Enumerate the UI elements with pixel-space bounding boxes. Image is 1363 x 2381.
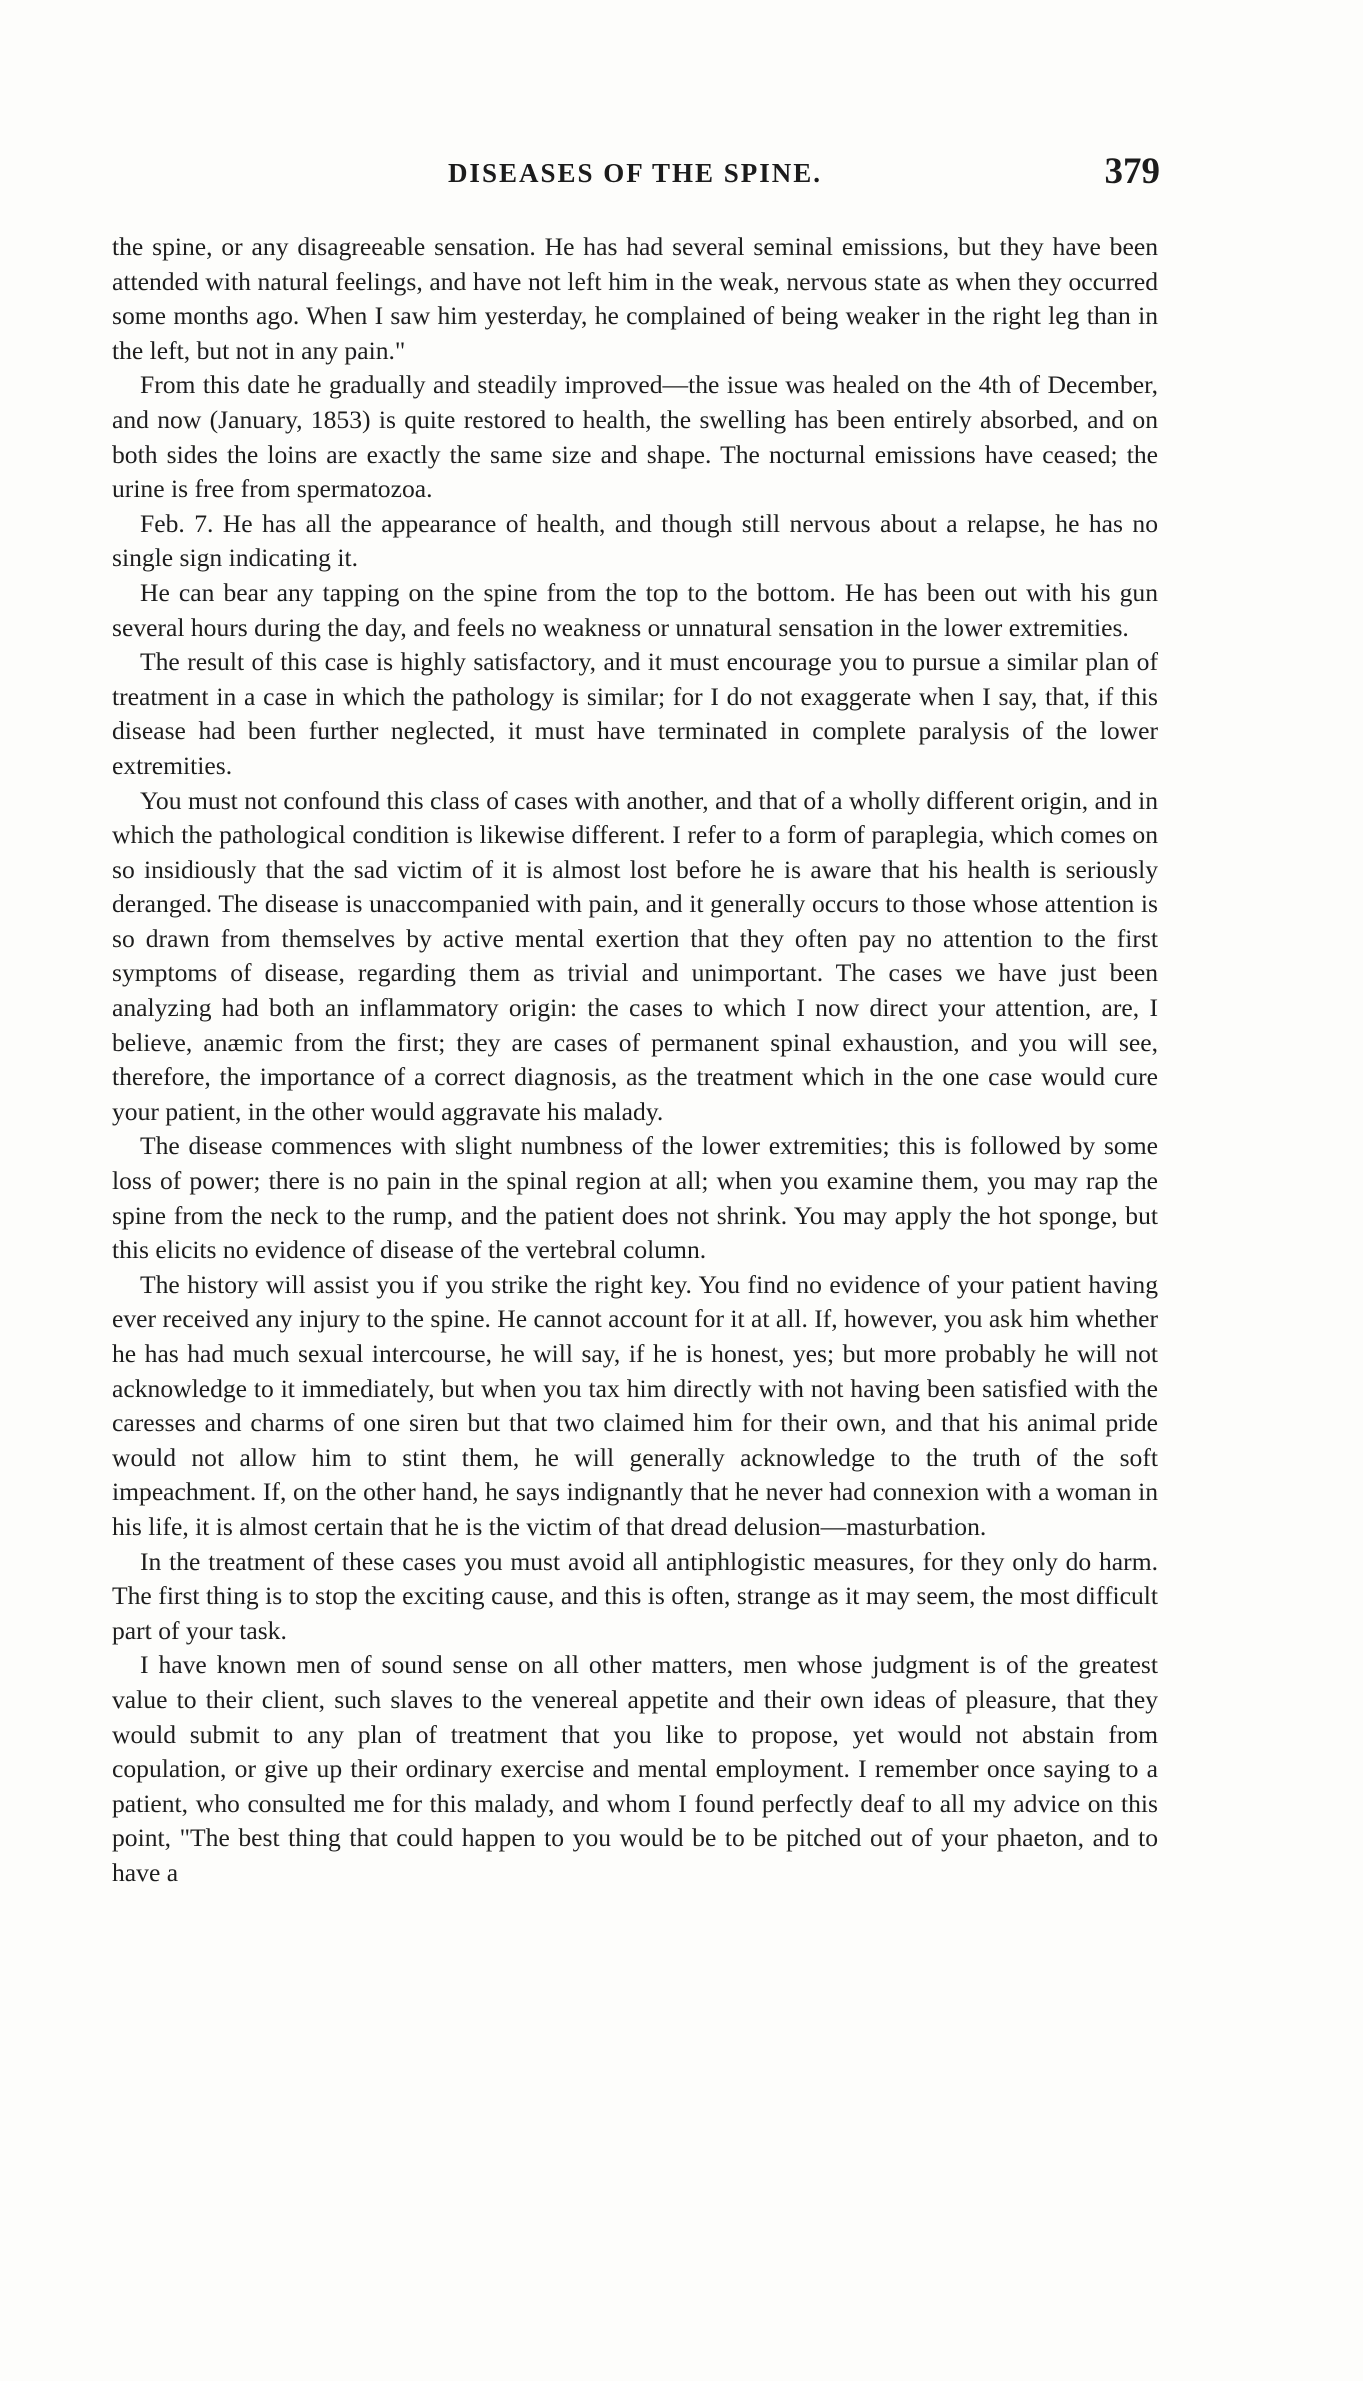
- paragraph: You must not confound this class of cases with another, and that of a wholly different origin, and in which the pathological condition is likewise different. I refer to a form of paraplegia, which comes on so insidiously that the sad victim of it is almost lost before he is aware that his health is seriously deranged. The disease is unaccompanied with pain, and it generally occurs to those whose attention is so drawn from themselves by active mental exertion that they often pay no attention to the first symptoms of disease, regarding them as trivial and unimportant. The cases we have just been analyzing had both an inflammatory origin: the cases to which I now direct your attention, are, I believe, anæmic from the first; they are cases of permanent spinal exhaustion, and you will see, therefore, the importance of a correct diagnosis, as the treatment which in the one case would cure your patient, in the other would aggravate his malady.: [112, 785, 1158, 1126]
- paragraph: The result of this case is highly satisfactory, and it must encourage you to pursue a similar plan of treatment in a case in which the pathology is similar; for I do not exaggerate when I say, that, if this disease had been further neglected, it must have terminated in complete paralysis of the lower extremities.: [112, 647, 1158, 780]
- paragraph: The history will assist you if you strike the right key. You find no evidence of your patient having ever received any injury to the spine. He cannot account for it at all. If, however, you ask him whether he has had much sexual intercourse, he will say, if he is honest, yes; but more probably he will not acknowledge to it immediately, but when you tax him directly with not having been satisfied with the caresses and charms of one siren but that two claimed him for their own, and that his animal pride would not allow him to stint them, he will generally acknowledge to the truth of the soft impeachment. If, on the other hand, he says indignantly that he never had connexion with a woman in his life, it is almost certain that he is the victim of that dread delusion—masturbation.: [112, 1269, 1158, 1541]
- page-number: 379: [1104, 151, 1160, 192]
- paragraph: the spine, or any disagreeable sensation. He has had several seminal emissions, but they have been attended with natural feelings, and have not left him in the weak, nervous state as when they occurred some months ago. When I saw him yesterday, he complained of being weaker in the right leg than in the left, but not in any pain.": [112, 232, 1158, 365]
- paragraph: From this date he gradually and steadily improved—the issue was healed on the 4th of December, and now (January, 1853) is quite restored to health, the swelling has been entirely absorbed, and on both sides the loins are exactly the same size and shape. The nocturnal emissions have ceased; the urine is free from spermatozoa.: [112, 370, 1158, 504]
- page-header: [110, 150, 1160, 200]
- paragraph: In the treatment of these cases you must avoid all antiphlogistic measures, for they only do harm. The first thing is to stop the exciting cause, and this is often, strange as it may seem, the most difficult part of your task.: [112, 1546, 1158, 1645]
- paragraph: He can bear any tapping on the spine from the top to the bottom. He has been out with his gun several hours during the day, and feels no weakness or unnatural sensation in the lower extremities.: [112, 577, 1158, 642]
- running-title: DISEASES OF THE SPINE.: [447, 158, 823, 188]
- body-text: [112, 230, 1158, 1891]
- paragraph: I have known men of sound sense on all other matters, men whose judgment is of the greatest value to their client, such slaves to the venereal appetite and their own ideas of pleasure, that they would submit to any plan of treatment that you like to propose, yet would not abstain from copulation, or give up their ordinary exercise and mental employment. I remember once saying to a patient, who consulted me for this malady, and whom I found perfectly deaf to all my advice on this point, "The best thing that could happen to you would be to be pitched out of your phaeton, and to have a: [112, 1650, 1158, 1887]
- paragraph: The disease commences with slight numbness of the lower extremities; this is followed by some loss of power; there is no pain in the spinal region at all; when you examine them, you may rap the spine from the neck to the rump, and the patient does not shrink. You may apply the hot sponge, but this elicits no evidence of disease of the vertebral column.: [112, 1131, 1158, 1265]
- paragraph: Feb. 7. He has all the appearance of health, and though still nervous about a relapse, he has no single sign indicating it.: [112, 508, 1158, 573]
